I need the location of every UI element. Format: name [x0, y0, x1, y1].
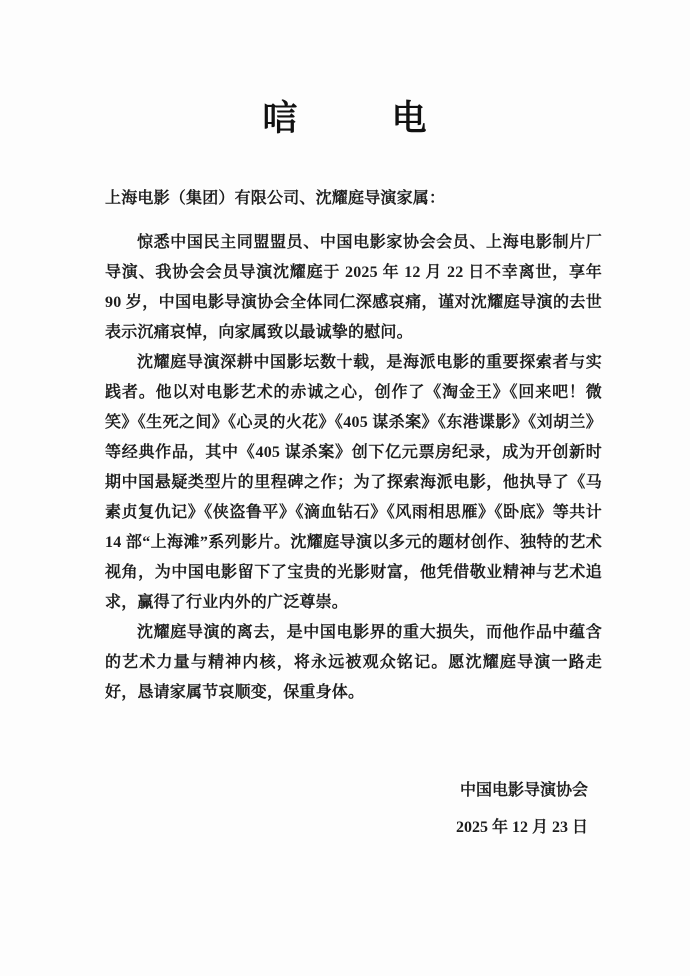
signature-organization: 中国电影导演协会 — [459, 782, 588, 799]
paragraph-1: 惊悉中国民主同盟盟员、中国电影家协会会员、上海电影制片厂导演、我协会会员导演沈耀庭于 2025 年 12 月 22 日不幸离世，享年 90 岁，中国电影导演协会全体同仁深感哀痛，谨对沈耀庭导演的去世表示沉痛哀悼，向家属致以最诚挚的慰问。 — [105, 234, 602, 341]
signature-date: 2025 年 12 月 23 日 — [455, 819, 588, 836]
paragraph-3: 沈耀庭导演的离去，是中国电影界的重大损失，而他作品中蕴含的艺术力量与精神内核，将永远被观众铭记。愿沈耀庭导演一路走好，恳请家属节哀顺变，保重身体。 — [105, 624, 602, 701]
letter-body — [105, 228, 602, 708]
paragraph-2: 沈耀庭导演深耕中国影坛数十载，是海派电影的重要探索者与实践者。他以对电影艺术的赤诚之心，创作了《淘金王》《回来吧！微笑》《生死之间》《心灵的火花》《405 谋杀案》《东港谍影》《刘胡兰》等经典作品，其中《405 谋杀案》创下亿元票房纪录，成为开创新时期中国悬疑类型片的里程碑之作；为了探索海派电影，他执导了《马素贞复仇记》《侠盗鲁平》《滴血钻石》《风雨相思雁》《卧底》等共计 14 部“上海滩”系列影片。沈耀庭导演以多元的题材创作、独特的艺术视角，为中国电影留下了宝贵的光影财富，他凭借敬业精神与艺术追求，赢得了行业内外的广泛尊崇。 — [105, 354, 602, 611]
page-title-text: 唁电 — [262, 99, 521, 139]
salutation: 上海电影（集团）有限公司、沈耀庭导演家属： — [105, 190, 446, 207]
page-title — [96, 96, 593, 142]
signature-block — [105, 776, 602, 843]
